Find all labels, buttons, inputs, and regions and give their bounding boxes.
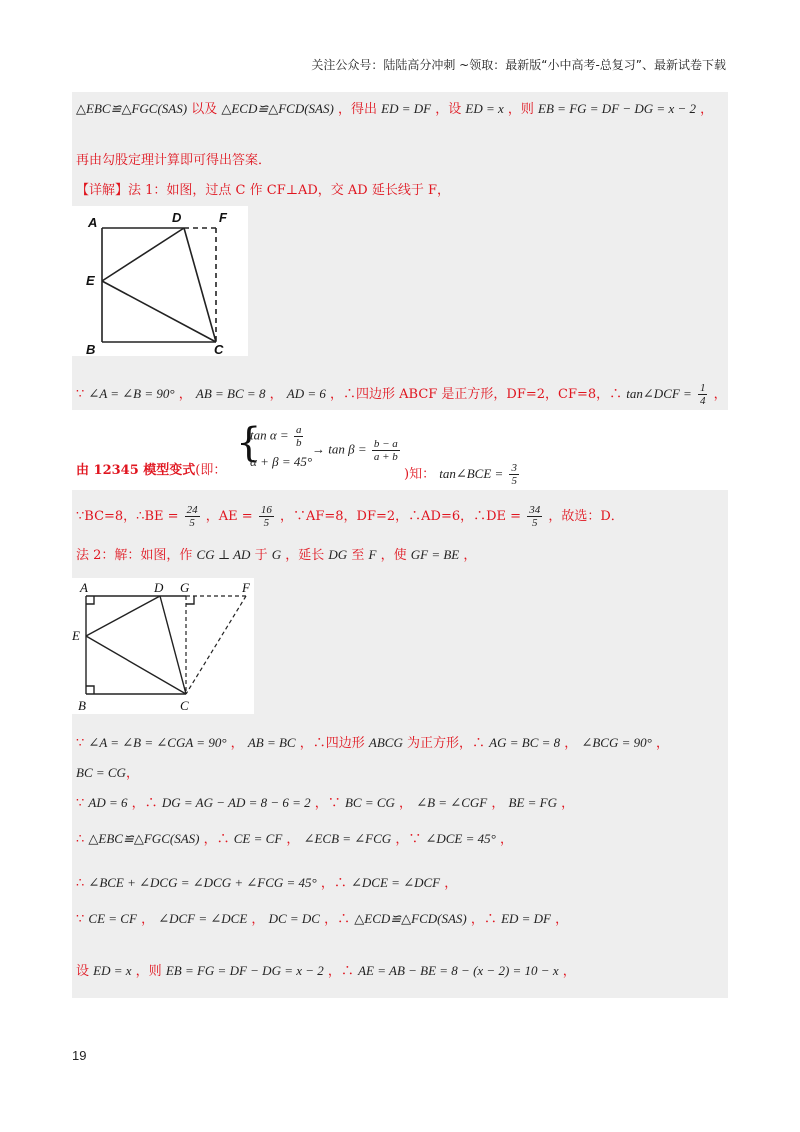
fraction-tan-beta: $\frac{b - a}{a + b}$	[373, 438, 398, 463]
line-13: ∵ CE = CF ， ∠DCF = ∠DCE ， DC = DC ，∴ △ECD≌△FCD(SAS) ，∴ ED = DF ，	[76, 911, 569, 927]
label-C: C	[214, 342, 224, 356]
label-F: F	[219, 210, 227, 225]
page-header: 关注公众号：陆陆高分冲刺 ~领取：最新版“小中高考-总复习”、最新试卷下载	[311, 58, 726, 72]
label-E: E	[72, 628, 80, 643]
geometry-diagram-1	[72, 206, 248, 356]
page-number: 19	[72, 1048, 87, 1063]
label-B: B	[78, 698, 86, 713]
label-G: G	[180, 580, 190, 595]
line-6: ∵BC=8，∴BE = $\frac{24}{5}$ ，AE = $\frac{16}{5}$ ，∵AF=8，DF=2，∴AD=6，∴DE = $\frac{34}{5}$ ，故选：D．	[76, 504, 624, 529]
label-B: B	[86, 342, 96, 356]
line-9: BC = CG，	[76, 765, 139, 781]
line-10: ∵ AD = 6 ，∴ DG = AG − AD = 8 − 6 = 2 ，∵ BC = CG ， ∠B = ∠CGF ， BE = FG ，	[76, 795, 575, 811]
fraction-one-quarter: $\frac{1}{4}$	[699, 382, 706, 407]
label-E: E	[86, 273, 95, 288]
label-D: D	[172, 210, 182, 225]
line-5-right: )知： tan∠BCE = $\frac{3}{5}$	[404, 462, 517, 487]
line-1: △EBC≌△FGC(SAS) 以及 △ECD≌△FCD(SAS) ，得出 ED = DF ，设 ED = x ，则 EB = FG = DF − DG = x − 2 ，	[76, 101, 714, 117]
label-A: A	[80, 580, 88, 595]
fraction-34-5: $\frac{34}{5}$	[529, 504, 541, 529]
fraction-a-b: $\frac{a}{b}$	[295, 424, 302, 449]
line-5-left: 由 12345 模型变式(即：	[76, 463, 227, 478]
figure-square-abcg	[72, 578, 254, 714]
geometry-diagram-2	[72, 578, 254, 714]
line-7: 法 2：解：如图，作 CG ⊥ AD 于 G ，延长 DG 至 F ，使 GF = BE ，	[76, 547, 477, 563]
line-14: 设 ED = x ，则 EB = FG = DF − DG = x − 2 ，∴ AE = AB − BE = 8 − (x − 2) = 10 − x ，	[76, 963, 576, 979]
label-F: F	[242, 580, 250, 595]
fraction-24-5: $\frac{24}{5}$	[186, 504, 198, 529]
line-4: ∵ ∠A = ∠B = 90° ， AB = BC = 8 ， AD = 6 ，∴四边形 ABCF 是正方形，DF=2，CF=8，∴ tan∠DCF = $\frac{1}{4}$ ，	[76, 382, 727, 407]
line-12: ∴ ∠BCE + ∠DCG = ∠DCG + ∠FCG = 45° ，∴ ∠DCE = ∠DCF ，	[76, 875, 458, 891]
figure-square-abcf	[72, 206, 248, 356]
label-C: C	[180, 698, 189, 713]
fraction-16-5: $\frac{16}{5}$	[260, 504, 272, 529]
line-3: 【详解】法 1：如图，过点 C 作 CF⊥AD，交 AD 延长线于 F，	[76, 183, 450, 198]
label-D: D	[154, 580, 164, 595]
label-A: A	[88, 215, 98, 230]
fraction-three-fifths: $\frac{3}{5}$	[511, 462, 517, 487]
line-8: ∵ ∠A = ∠B = ∠CGA = 90° ， AB = BC ，∴四边形 ABCG 为正方形，∴ AG = BC = 8 ， ∠BCG = 90° ，	[76, 735, 669, 751]
line-11: ∴ △EBC≌△FGC(SAS) ，∴ CE = CF ， ∠ECB = ∠FCG ，∵ ∠DCE = 45° ，	[76, 831, 514, 847]
line-2: 再由勾股定理计算即可得出答案．	[76, 153, 272, 168]
